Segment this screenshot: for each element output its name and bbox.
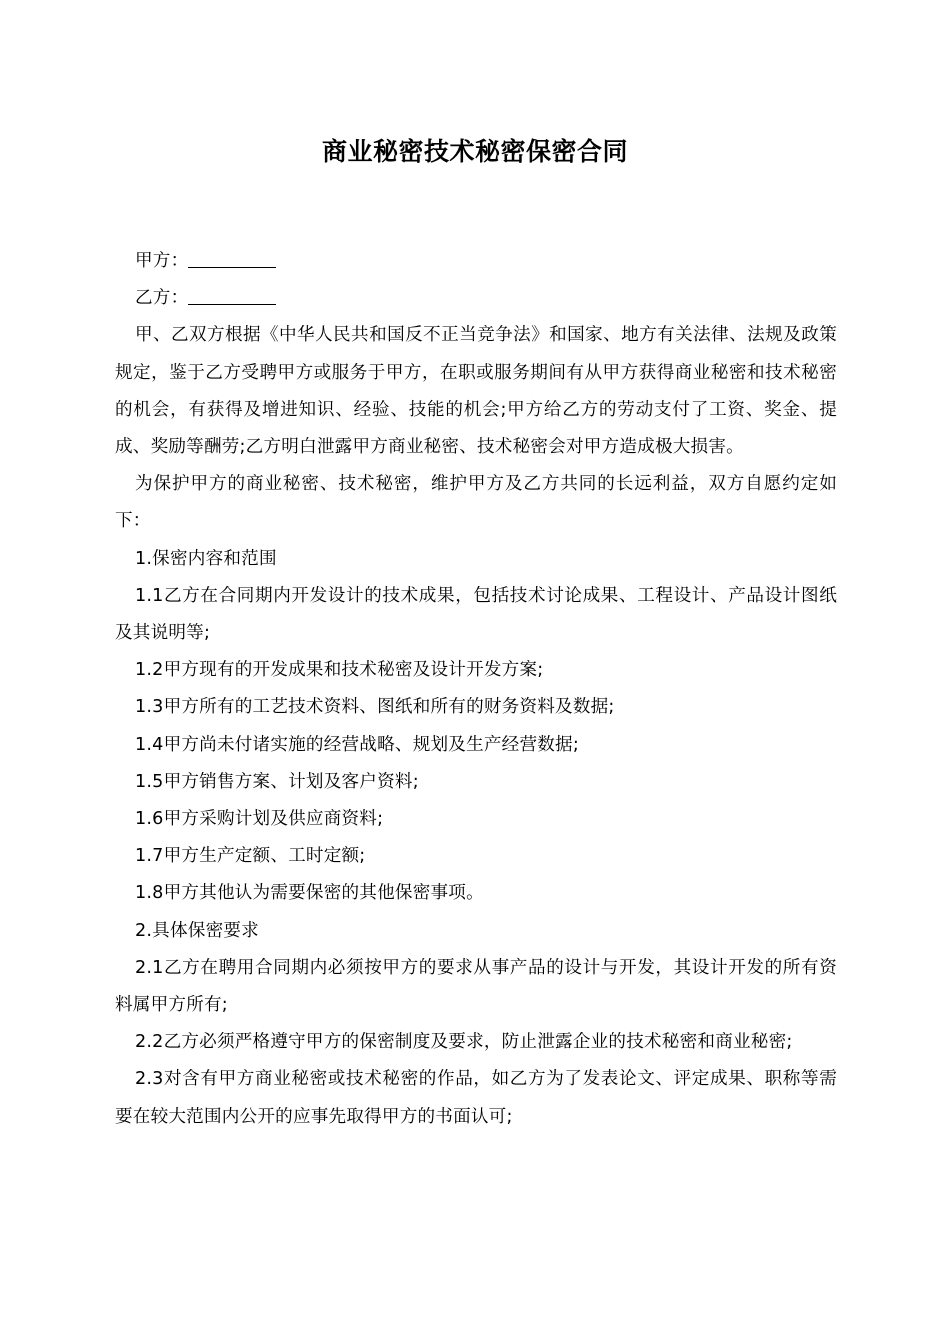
clause-1-7: 1.7甲方生产定额、工时定额; [135, 846, 366, 867]
clause-1-4: 1.4甲方尚未付诸实施的经营战略、规划及生产经营数据; [135, 734, 579, 755]
clause-1-3: 1.3甲方所有的工艺技术资料、图纸和所有的财务资料及数据; [135, 697, 615, 718]
party-a-label: 甲方： [135, 251, 189, 271]
clause-2-2: 2.2乙方必须严格遵守甲方的保密制度及要求，防止泄露企业的技术秘密和商业秘密; [135, 1032, 793, 1053]
clause-1-5: 1.5甲方销售方案、计划及客户资料; [135, 771, 419, 792]
preamble-paragraph: 甲、乙双方根据《中华人民共和国反不正当竞争法》和国家、地方有关法律、法规及政策规定，鉴于乙方受聘甲方或服务于甲方，在职或服务期间有从甲方获得商业秘密和技术秘密的机会，有获得及增进知识、经验、技能的机会;甲方给乙方的劳动支付了工资、奖金、提成、奖励等酬劳;乙方明白泄露甲方商业秘密、技术秘密会对甲方造成极大损害。 [115, 325, 837, 458]
document-body [115, 243, 837, 1136]
party-b-blank [188, 286, 276, 305]
party-a-blank [188, 249, 276, 268]
section-heading-2: 2.具体保密要求 [135, 920, 259, 941]
party-b-label: 乙方： [135, 288, 189, 309]
clause-1-2: 1.2甲方现有的开发成果和技术秘密及设计开发方案; [135, 660, 544, 681]
clause-1-1: 1.1乙方在合同期内开发设计的技术成果，包括技术讨论成果、工程设计、产品设计图纸及其说明等; [115, 585, 837, 644]
clause-1-6: 1.6甲方采购计划及供应商资料; [135, 809, 384, 830]
clause-2-3: 2.3对含有甲方商业秘密或技术秘密的作品，如乙方为了发表论文、评定成果、职称等需要在较大范围内公开的应事先取得甲方的书面认可; [115, 1069, 837, 1127]
party-b-line [115, 280, 837, 317]
party-a-line [115, 243, 837, 280]
section-heading-1: 1.保密内容和范围 [135, 548, 277, 569]
clause-2-1: 2.1乙方在聘用合同期内必须按甲方的要求从事产品的设计与开发，其设计开发的所有资料属甲方所有; [115, 957, 837, 1016]
document-title: 商业秘密技术秘密保密合同 [321, 137, 628, 166]
agreement-paragraph: 为保护甲方的商业秘密、技术秘密，维护甲方及乙方共同的长远利益，双方自愿约定如下： [115, 474, 837, 532]
clause-1-8: 1.8甲方其他认为需要保密的其他保密事项。 [135, 883, 484, 904]
